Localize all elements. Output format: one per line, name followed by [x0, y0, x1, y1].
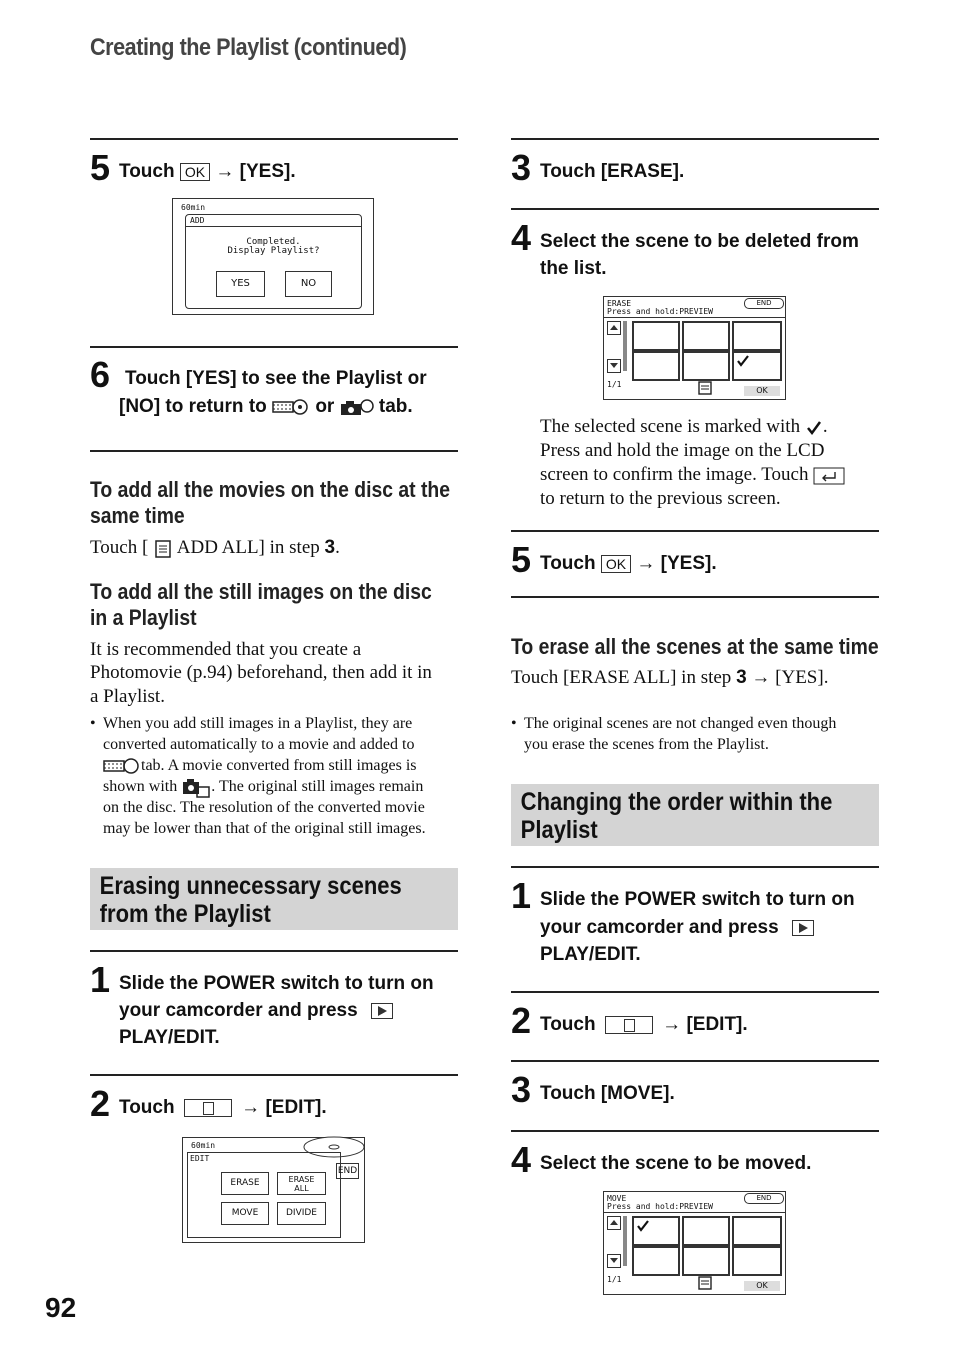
- arrow: →: [241, 1097, 261, 1118]
- body-text: Touch [ERASE ALL] in step: [511, 667, 732, 688]
- ok-button[interactable]: OK: [744, 1281, 780, 1291]
- screen-hint: Press and hold:PREVIEW: [607, 307, 713, 316]
- scene-thumbnail[interactable]: [632, 1246, 680, 1276]
- banner-title: Playlist: [520, 816, 598, 844]
- note-text: The original scenes are not changed even though: [524, 715, 837, 732]
- check-mark-icon: [805, 419, 823, 437]
- bullet-text: shown with: [103, 778, 178, 795]
- ok-button-icon: OK: [601, 555, 631, 573]
- step-ref: 3: [736, 667, 747, 688]
- playlist-button-icon: [184, 1099, 232, 1117]
- divider: [511, 138, 879, 140]
- scene-thumbnail[interactable]: [632, 321, 680, 351]
- dialog-message: Display Playlist?: [227, 246, 320, 256]
- scene-thumbnail[interactable]: [732, 1216, 782, 1246]
- divider: [511, 1130, 879, 1132]
- step-number: 5: [511, 539, 532, 580]
- mode-label: EDIT: [190, 1154, 210, 1163]
- body-text: ADD ALL] in step: [176, 537, 320, 558]
- divide-button[interactable]: DIVIDE: [277, 1202, 326, 1225]
- note-text: you erase the scenes from the Playlist.: [524, 736, 769, 753]
- body-text: Press and hold the image on the LCD: [540, 440, 825, 461]
- still-camera-icon: [340, 398, 374, 416]
- step-text-line2: [540, 914, 814, 941]
- step-text: [NO] to return to: [119, 396, 267, 417]
- scene-thumbnail[interactable]: [682, 321, 730, 351]
- check-mark-icon: [736, 354, 750, 368]
- lcd-screen-move: [603, 1191, 786, 1295]
- body-text: a Playlist.: [90, 686, 165, 707]
- bullet-text-line3: [103, 755, 417, 776]
- step-number: 3: [511, 1069, 532, 1110]
- scene-thumbnail-selected[interactable]: [732, 351, 782, 381]
- playlist-icon: [698, 381, 712, 395]
- photomovie-icon: [181, 776, 211, 798]
- bullet-text: converted automatically to a movie and added to: [103, 736, 415, 753]
- divider: [90, 1074, 458, 1076]
- step-text: PLAY/EDIT.: [119, 1027, 220, 1048]
- step-2-text: [540, 1011, 748, 1038]
- scroll-down-button[interactable]: [607, 359, 621, 373]
- scene-thumbnail[interactable]: [682, 1216, 730, 1246]
- divider: [90, 450, 458, 452]
- lcd-screen-add: [172, 198, 374, 315]
- step-text: Select the scene to be moved.: [540, 1153, 812, 1174]
- step-text: or: [315, 396, 335, 417]
- bullet-text: . The original still images remain: [211, 778, 424, 795]
- body-text: Photomovie (p.94) beforehand, then add it in: [90, 662, 432, 683]
- screen-divider: [604, 317, 785, 318]
- lcd-screen-erase: [603, 296, 786, 400]
- step-6-text-line2: [119, 393, 413, 420]
- playlist-icon: [698, 1276, 712, 1290]
- scroll-up-button[interactable]: [607, 321, 621, 335]
- scene-thumbnail[interactable]: [732, 1246, 782, 1276]
- bullet-text-line4: [103, 776, 423, 798]
- remaining-time: 60min: [191, 1141, 216, 1150]
- step-number: 2: [511, 1000, 532, 1041]
- step-text: [YES].: [239, 161, 296, 182]
- dialog-message: Completed.: [246, 237, 301, 247]
- body-text: .: [822, 416, 828, 437]
- scrollbar[interactable]: [623, 1216, 627, 1266]
- banner-title: from the Playlist: [99, 900, 271, 928]
- step-number: 2: [90, 1083, 111, 1124]
- step-text: Touch: [540, 553, 596, 574]
- step-text: Touch: [119, 161, 175, 182]
- step-number: 4: [511, 217, 532, 258]
- arrow: →: [215, 161, 235, 182]
- screen-title: ERASE: [607, 299, 632, 308]
- subheading-erase-all: To erase all the scenes at the same time: [511, 634, 879, 659]
- ok-button[interactable]: OK: [744, 386, 780, 396]
- step-text: [YES].: [660, 553, 717, 574]
- page-indicator: 1/1: [607, 380, 622, 389]
- page-indicator: 1/1: [607, 1275, 622, 1284]
- step-text: [EDIT].: [265, 1097, 327, 1118]
- play-icon: [371, 1003, 393, 1019]
- subheading-add-movies: To add all the movies on the disc at the: [90, 477, 451, 502]
- playlist-icon: [153, 540, 173, 558]
- button-label: ALL: [294, 1184, 309, 1193]
- screen-title: MOVE: [607, 1194, 627, 1203]
- step-text: Slide the POWER switch to turn on: [540, 889, 855, 910]
- play-icon: [792, 920, 814, 936]
- step-number: 6: [90, 354, 111, 395]
- scrollbar[interactable]: [623, 321, 627, 371]
- bullet-marker: •: [90, 715, 96, 732]
- step-text-line2: [119, 997, 393, 1024]
- screen-divider: [604, 1212, 785, 1213]
- banner-title: Changing the order within the: [520, 788, 833, 816]
- step-text: [EDIT].: [686, 1014, 748, 1035]
- mode-label: ADD: [190, 216, 205, 225]
- step-text: Touch [ERASE].: [540, 161, 685, 182]
- move-button[interactable]: MOVE: [221, 1202, 269, 1225]
- lcd-screen-edit: [182, 1137, 365, 1243]
- section-banner-erasing: [90, 868, 458, 930]
- scroll-down-button[interactable]: [607, 1254, 621, 1268]
- body-text: .: [335, 537, 340, 558]
- erase-description-line1: [540, 415, 828, 439]
- body-text: Touch [: [90, 537, 149, 558]
- erase-all-button[interactable]: [277, 1172, 326, 1195]
- divider: [511, 208, 879, 210]
- divider: [90, 346, 458, 348]
- step-text: your camcorder and press: [540, 917, 779, 938]
- dialog-frame: [185, 214, 362, 309]
- divider: [511, 991, 879, 993]
- body-text: It is recommended that you create a: [90, 639, 362, 660]
- step-number: 3: [511, 147, 532, 188]
- subheading-add-stills: To add all the still images on the disc: [90, 579, 432, 604]
- divider: [511, 530, 879, 532]
- banner-title: Erasing unnecessary scenes: [99, 872, 402, 900]
- step-number: 1: [90, 959, 111, 1000]
- arrow: →: [662, 1014, 682, 1035]
- body-text: [YES].: [775, 667, 829, 688]
- divider: [511, 596, 879, 598]
- step-text: Touch: [540, 1014, 596, 1035]
- bullet-text: on the disc. The resolution of the converted movie: [103, 799, 425, 816]
- step-text: Select the scene to be deleted from: [540, 231, 859, 252]
- end-button[interactable]: END: [336, 1163, 359, 1179]
- edit-frame: [187, 1152, 341, 1238]
- ok-button-icon: OK: [180, 163, 210, 181]
- divider: [511, 866, 879, 868]
- end-button[interactable]: END: [744, 1193, 784, 1204]
- scene-thumbnail[interactable]: [682, 1246, 730, 1276]
- end-button[interactable]: END: [744, 298, 784, 309]
- bullet-text: may be lower than that of the original still images.: [103, 820, 426, 837]
- scroll-up-button[interactable]: [607, 1216, 621, 1230]
- page-header-title: Creating the Playlist (continued): [90, 34, 407, 61]
- arrow: →: [636, 553, 656, 574]
- return-icon: [813, 467, 845, 485]
- erase-all-instruction: [511, 666, 828, 690]
- scene-thumbnail-selected[interactable]: [632, 1216, 680, 1246]
- bullet-marker: •: [511, 715, 517, 732]
- playlist-button-icon: [605, 1016, 653, 1034]
- add-all-instruction: [90, 536, 340, 560]
- step-6-text: Touch [YES] to see the Playlist or: [125, 368, 427, 389]
- step-5-text: [119, 158, 296, 185]
- step-text: Touch: [119, 1097, 175, 1118]
- step-text: Touch [MOVE].: [540, 1083, 675, 1104]
- scene-thumbnail[interactable]: [732, 321, 782, 351]
- movie-tab-icon: [272, 398, 310, 416]
- divider: [90, 950, 458, 952]
- step-text: PLAY/EDIT.: [540, 944, 641, 965]
- page-number: 92: [45, 1292, 77, 1323]
- step-number: 5: [90, 147, 111, 188]
- step-ref: 3: [324, 537, 336, 558]
- arrow: →: [751, 667, 771, 688]
- bullet-text: When you add still images in a Playlist, they are: [103, 715, 413, 732]
- dialog-divider: [186, 226, 361, 227]
- divider: [90, 138, 458, 140]
- section-banner-order: [511, 784, 879, 846]
- remaining-time: 60min: [181, 203, 206, 212]
- step-5-text: [540, 550, 717, 577]
- erase-button[interactable]: ERASE: [221, 1172, 269, 1195]
- movie-tab-icon: [103, 757, 141, 775]
- step-2-text: [119, 1094, 327, 1121]
- divider: [511, 1060, 879, 1062]
- step-number: 1: [511, 875, 532, 916]
- erase-description-line3: [540, 463, 845, 487]
- step-number: 4: [511, 1139, 532, 1180]
- screen-hint: Press and hold:PREVIEW: [607, 1202, 713, 1211]
- step-text: tab.: [378, 396, 413, 417]
- subheading-add-stills-line2: in a Playlist: [90, 605, 197, 630]
- step-text: your camcorder and press: [119, 1000, 358, 1021]
- body-text: The selected scene is marked with: [540, 416, 801, 437]
- subheading-add-movies-line2: same time: [90, 503, 185, 528]
- body-text: to return to the previous screen.: [540, 488, 781, 509]
- check-mark-icon: [636, 1219, 650, 1233]
- no-button[interactable]: NO: [285, 271, 332, 297]
- body-text: screen to confirm the image. Touch: [540, 464, 809, 485]
- step-text: the list.: [540, 258, 607, 279]
- step-text: Slide the POWER switch to turn on: [119, 973, 434, 994]
- button-label: ERASE: [288, 1175, 315, 1184]
- scene-thumbnail[interactable]: [682, 351, 730, 381]
- scene-thumbnail[interactable]: [632, 351, 680, 381]
- yes-button[interactable]: YES: [216, 271, 265, 297]
- bullet-text: tab. A movie converted from still images is: [141, 757, 417, 774]
